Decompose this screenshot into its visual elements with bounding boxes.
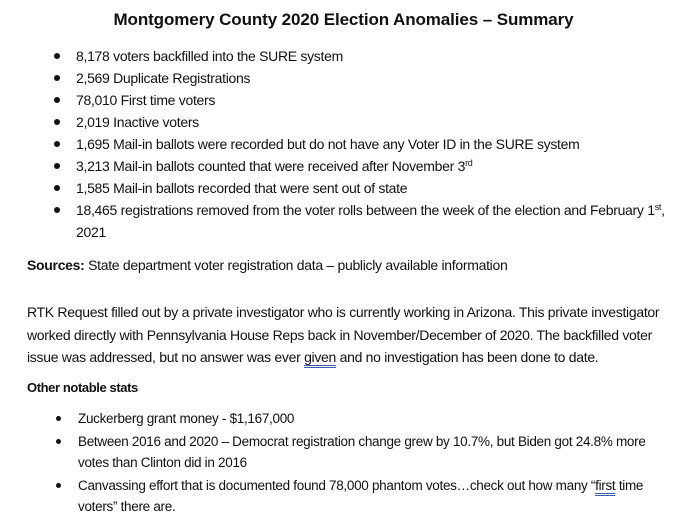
list-item: 18,465 registrations removed from the voter rolls between the week of the election and February 1st, 2021	[0, 199, 666, 243]
list-item: 78,010 First time voters	[0, 89, 666, 111]
spellcheck-underlined-word: first	[595, 478, 616, 493]
bullet-icon	[54, 75, 60, 81]
list-item: 1,585 Mail-in ballots recorded that were sent out of state	[0, 177, 666, 199]
list-item: Between 2016 and 2020 – Democrat registration change grew by 10.7%, but Biden got 24.8% more votes than Clinton did in 2016	[0, 431, 658, 473]
anomalies-list	[0, 45, 666, 243]
bullet-icon	[54, 207, 60, 213]
sources-line: Sources: State department voter registration data – publicly available information	[27, 257, 508, 273]
bullet-icon	[54, 119, 60, 125]
bullet-icon	[56, 483, 61, 488]
bullet-icon	[54, 97, 60, 103]
bullet-icon	[54, 163, 60, 169]
list-item: 3,213 Mail-in ballots counted that were received after November 3rd	[0, 155, 666, 177]
bullet-icon	[54, 53, 60, 59]
spellcheck-underlined-word: given	[304, 349, 337, 365]
document-title: Montgomery County 2020 Election Anomalies – Summary	[113, 10, 574, 29]
list-item: Canvassing effort that is documented found 78,000 phantom votes…check out how many “first time voters” there are.	[0, 475, 658, 517]
list-item: 8,178 voters backfilled into the SURE system	[0, 45, 666, 67]
other-stats-heading: Other notable stats	[27, 380, 138, 395]
bullet-icon	[54, 185, 60, 191]
list-item: 1,695 Mail-in ballots were recorded but do not have any Voter ID in the SURE system	[0, 133, 666, 155]
bullet-icon	[56, 439, 61, 444]
list-item: 2,569 Duplicate Registrations	[0, 67, 666, 89]
sources-label: Sources:	[27, 257, 85, 273]
list-item: 2,019 Inactive voters	[0, 111, 666, 133]
list-item: Zuckerberg grant money - $1,167,000	[0, 408, 658, 429]
rtk-paragraph: RTK Request filled out by a private investigator who is currently working in Arizona. This private investigator worked directly with Pennsylvania House Reps back in November/December of 2020. The backfilled voter issue was addressed, but no answer was ever given and no investigation has been done to date.	[27, 304, 660, 365]
bullet-icon	[56, 416, 61, 421]
other-stats-list	[0, 408, 658, 519]
bullet-icon	[54, 141, 60, 147]
